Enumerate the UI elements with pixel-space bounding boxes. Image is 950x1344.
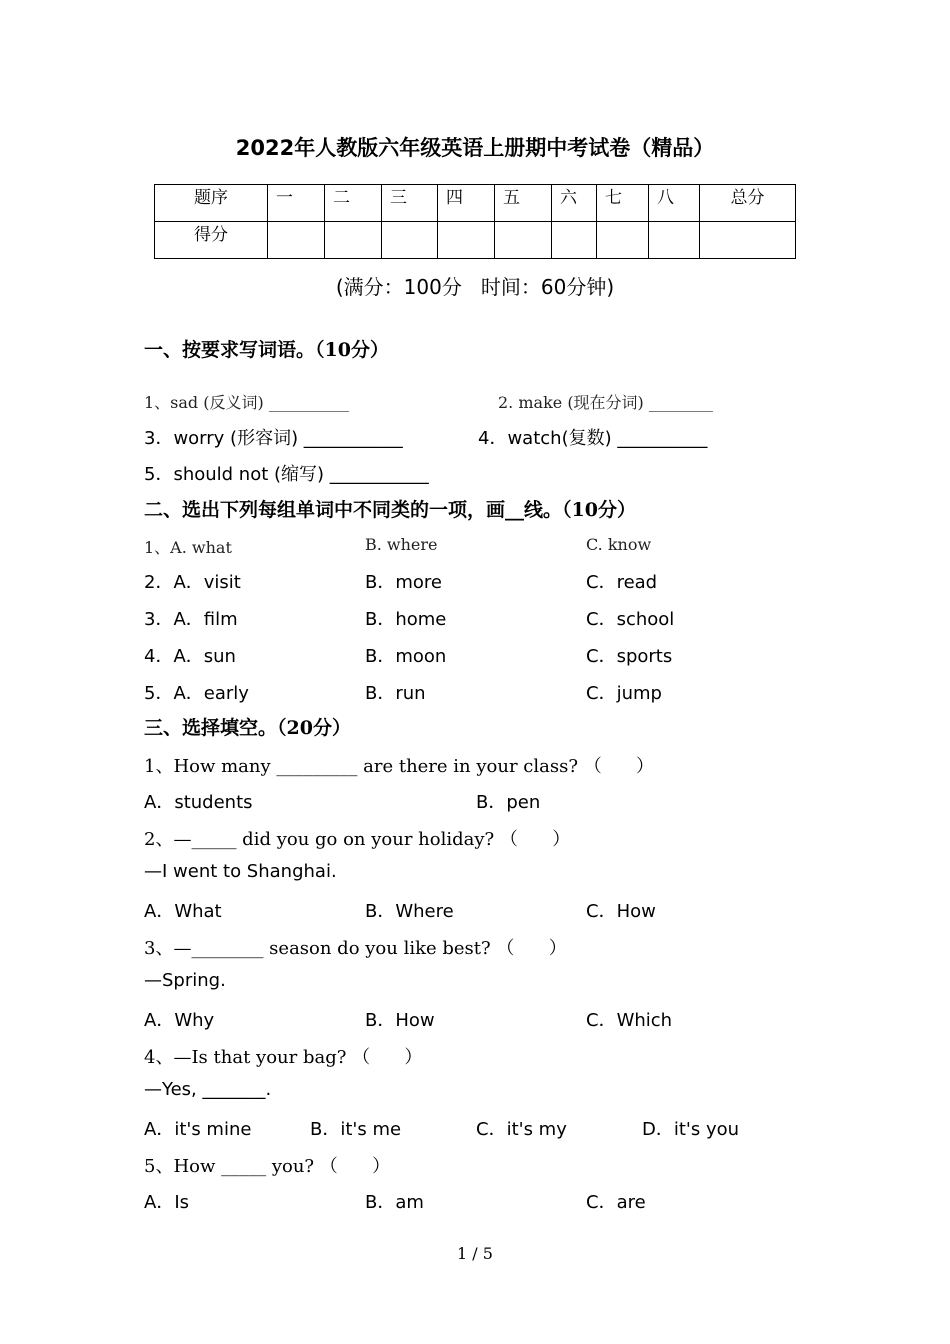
score-input-cell[interactable] — [382, 222, 438, 259]
question-stem: 5、How _____ you? （ ） — [144, 1156, 391, 1177]
option-text: B．more — [365, 572, 442, 593]
option-text: B．Where — [365, 901, 454, 922]
table-cell: 题序 — [155, 185, 268, 222]
dialogue-answer: —I went to Shanghai. — [144, 861, 337, 882]
question-stem: 3、—________ season do you like best? （ ） — [144, 938, 567, 959]
page-title: 2022年人教版六年级英语上册期中考试卷（精品） — [235, 136, 715, 160]
option-text: C．How — [586, 901, 656, 922]
option-text: C．sports — [586, 646, 673, 667]
option-text: B．run — [365, 683, 426, 704]
table-cell: 三 — [382, 185, 438, 222]
dialogue-answer: —Spring. — [144, 970, 226, 991]
question-item: 2. make (现在分词) ________ — [498, 393, 713, 412]
section-heading: 一、按要求写词语。（10分） — [144, 339, 389, 361]
table-cell: 得分 — [155, 222, 268, 259]
score-input-cell[interactable] — [700, 222, 796, 259]
table-cell: 六 — [552, 185, 597, 222]
option-text: A．it's mine — [144, 1119, 252, 1140]
score-input-cell[interactable] — [268, 222, 325, 259]
question-item: 3．worry (形容词) ___________ — [144, 428, 403, 449]
score-table-header-row — [155, 185, 796, 222]
option-text: A．Is — [144, 1192, 189, 1213]
table-cell: 四 — [438, 185, 495, 222]
option-text: B．moon — [365, 646, 447, 667]
option-text: 1、A. what — [144, 538, 232, 557]
score-input-cell[interactable] — [649, 222, 700, 259]
option-text: B．pen — [476, 792, 541, 813]
score-table — [154, 184, 796, 259]
page-number: 1 / 5 — [457, 1244, 493, 1263]
option-text: C．are — [586, 1192, 646, 1213]
question-item: 4．watch(复数) __________ — [478, 428, 708, 449]
score-input-cell[interactable] — [597, 222, 649, 259]
table-cell: 总分 — [700, 185, 796, 222]
option-text: A．Why — [144, 1010, 215, 1031]
question-stem: 1、How many _________ are there in your class? （ ） — [144, 756, 655, 777]
option-text: B．home — [365, 609, 447, 630]
option-text: 3．A．film — [144, 609, 238, 630]
exam-info: (满分：100分 时间：60分钟) — [335, 275, 615, 299]
option-text: A．What — [144, 901, 222, 922]
question-stem: 2、—_____ did you go on your holiday? （ ） — [144, 829, 571, 850]
option-text: B．How — [365, 1010, 435, 1031]
option-text: C．jump — [586, 683, 662, 704]
dialogue-answer: —Yes, _______. — [144, 1079, 272, 1100]
table-cell: 二 — [325, 185, 382, 222]
question-item: 1、sad (反义词) __________ — [144, 393, 349, 412]
section-heading: 三、选择填空。（20分） — [144, 717, 351, 739]
score-input-cell[interactable] — [325, 222, 382, 259]
score-input-cell[interactable] — [438, 222, 495, 259]
option-text: 4．A．sun — [144, 646, 236, 667]
option-text: C．it's my — [476, 1119, 567, 1140]
option-text: B. where — [365, 535, 438, 554]
score-table-score-row — [155, 222, 796, 259]
option-text: B．it's me — [310, 1119, 402, 1140]
table-cell: 八 — [649, 185, 700, 222]
table-cell: 一 — [268, 185, 325, 222]
score-input-cell[interactable] — [552, 222, 597, 259]
option-text: 5．A．early — [144, 683, 249, 704]
option-text: B．am — [365, 1192, 424, 1213]
option-text: 2．A．visit — [144, 572, 241, 593]
option-text: A．students — [144, 792, 253, 813]
question-stem: 4、—Is that your bag? （ ） — [144, 1047, 423, 1068]
option-text: C．Which — [586, 1010, 673, 1031]
table-cell: 七 — [597, 185, 649, 222]
option-text: C．read — [586, 572, 658, 593]
option-text: C. know — [586, 535, 652, 554]
table-cell: 五 — [495, 185, 552, 222]
option-text: C．school — [586, 609, 675, 630]
option-text: D．it's you — [642, 1119, 740, 1140]
score-input-cell[interactable] — [495, 222, 552, 259]
section-heading: 二、选出下列每组单词中不同类的一项，画__线。（10分） — [144, 499, 636, 521]
question-item: 5．should not (缩写) ___________ — [144, 464, 429, 485]
